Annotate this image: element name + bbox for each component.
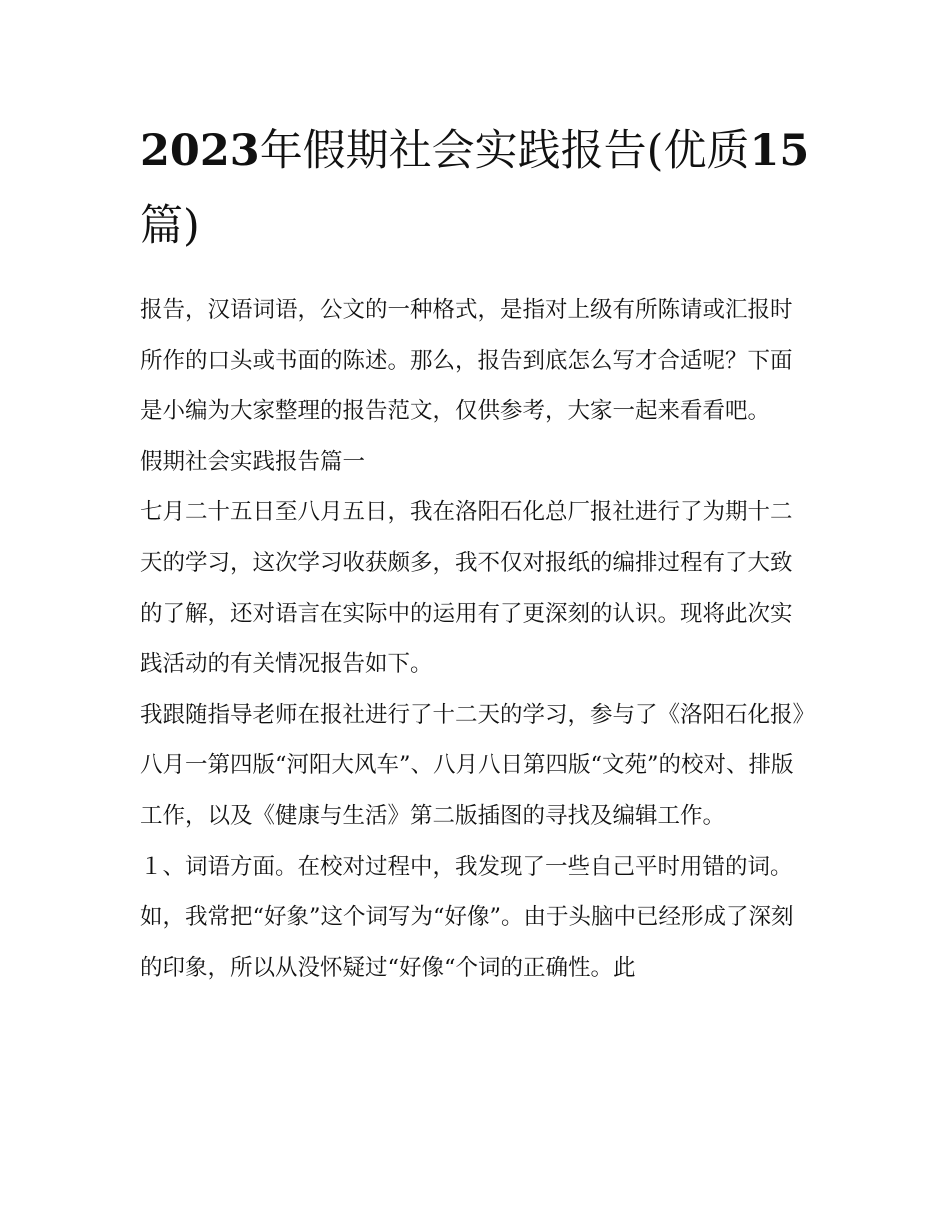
body-paragraph: 七月二十五日至八月五日，我在洛阳石化总厂报社进行了为期十二天的学习，这次学习收获颇多，我不仅对报纸的编排过程有了大致的了解，还对语言在实际中的运用有了更深刻的认识。现将此次实践活动的有关情况报告如下。 <box>140 499 793 678</box>
intro-paragraph: 报告，汉语词语，公文的一种格式，是指对上级有所陈请或汇报时所作的口头或书面的陈述。那么，报告到底怎么写才合适呢？下面是小编为大家整理的报告范文，仅供参考，大家一起来看看吧。 <box>140 297 793 425</box>
section-heading: 假期社会实践报告篇一 <box>140 448 366 475</box>
title-suffix: 篇) <box>140 201 200 251</box>
document-page <box>140 0 812 993</box>
document-title <box>140 0 812 264</box>
document-body <box>140 285 812 993</box>
title-year: 2023 <box>140 126 260 176</box>
title-text: 年假期社会实践报告(优质 <box>259 126 750 176</box>
title-count: 15 <box>749 126 810 176</box>
body-paragraph: １、词语方面。在校对过程中，我发现了一些自己平时用错的词。如，我常把“好象”这个词写为“好像”。由于头脑中已经形成了深刻的印象，所以从没怀疑过“好像“个词的正确性。此 <box>140 853 794 981</box>
body-paragraph: 我跟随指导老师在报社进行了十二天的学习，参与了《洛阳石化报》八月一第四版“河阳大风车”、八月八日第四版“文苑”的校对、排版工作，以及《健康与生活》第二版插图的寻找及编辑工作。 <box>140 701 804 829</box>
